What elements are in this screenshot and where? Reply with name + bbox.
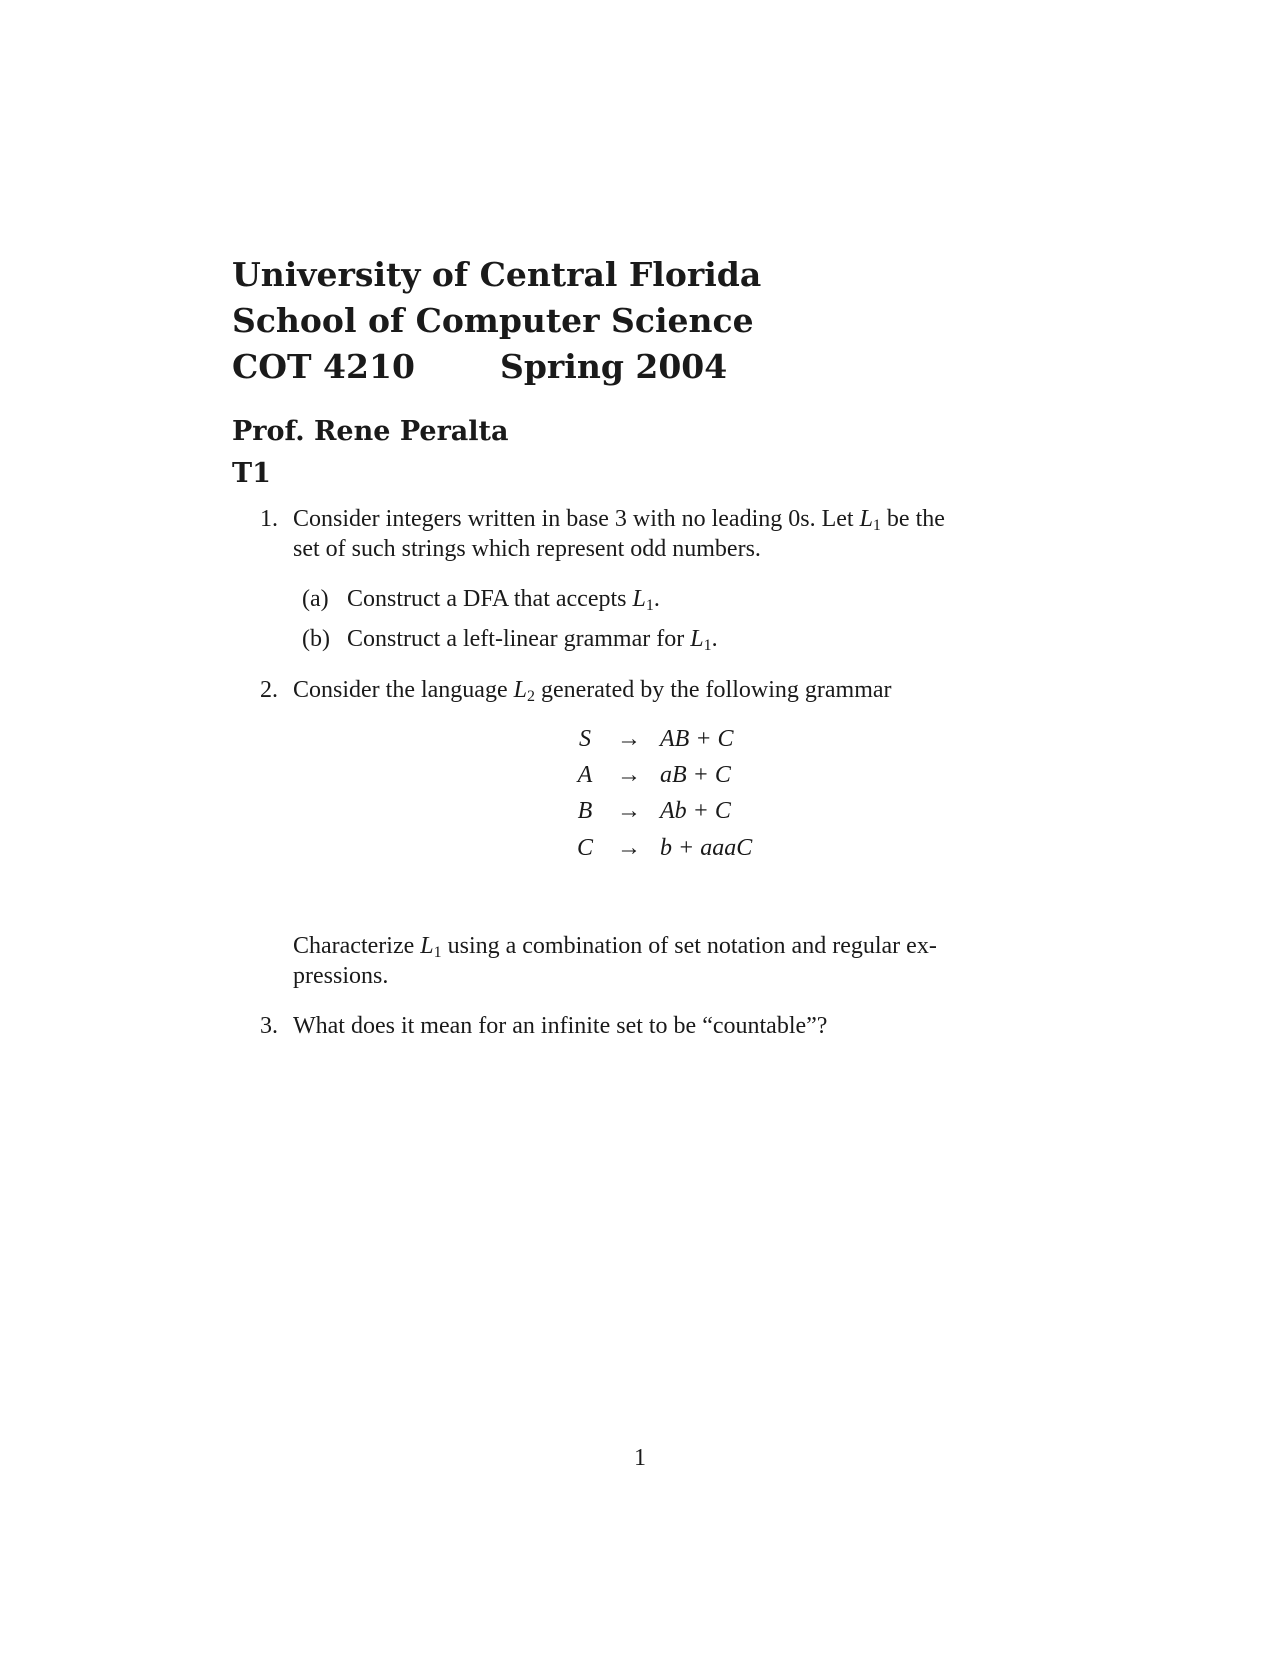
question-text-line: What does it mean for an infinite set to be “countable”? [293,1013,828,1039]
subquestion-text: Construct a DFA that accepts $L_1$. [347,586,660,614]
math-variable: $L_1$ [632,586,654,614]
subquestion-label: (b) [302,626,330,652]
grammar-rule [570,799,770,829]
rule-rhs: Ab + C [660,798,731,824]
page-number: 1 [634,1445,646,1471]
rule-lhs: S [579,726,591,752]
grammar-rule [570,836,770,866]
rule-lhs: C [576,835,593,861]
arrow-icon: → [617,726,641,752]
question-text-line: Consider the language $L_2$ generated by the following grammar [293,677,892,705]
grammar-rule [570,763,770,793]
course-code: COT 4210 [232,347,415,386]
subquestion-label: (a) [302,586,329,612]
question-number: 2. [260,677,278,703]
question-text-line: Characterize $L_1$ using a combination of set notation and regular ex- [293,933,937,961]
rule-rhs: AB + C [660,726,734,752]
test-label: T1 [232,458,271,489]
rule-rhs: b + aaaC [660,835,753,861]
question-number: 3. [260,1013,278,1039]
rule-lhs: A [577,762,593,788]
arrow-icon: → [617,798,641,824]
arrow-icon: → [617,835,641,861]
arrow-icon: → [617,762,641,788]
question-text-line: Consider integers written in base 3 with no leading 0s. Let $L_1$ be the [293,506,945,534]
rule-rhs: aB + C [660,762,731,788]
semester: Spring 2004 [500,347,728,386]
math-variable: $L_1$ [690,626,712,654]
question-number: 1. [260,506,278,532]
question-text-line: pressions. [293,963,389,989]
professor-name: Prof. Rene Peralta [232,416,509,447]
university-title: University of Central Florida [232,255,762,294]
school-title: School of Computer Science [232,301,754,340]
math-variable: $L_1$ [420,933,442,961]
math-variable: $L_1$ [859,506,881,534]
math-variable: $L_2$ [513,677,535,705]
question-text-line: set of such strings which represent odd numbers. [293,536,761,562]
rule-lhs: B [577,798,593,824]
course-line [232,347,728,386]
subquestion-text: Construct a left-linear grammar for $L_1$. [347,626,718,654]
grammar-rule [570,727,770,757]
